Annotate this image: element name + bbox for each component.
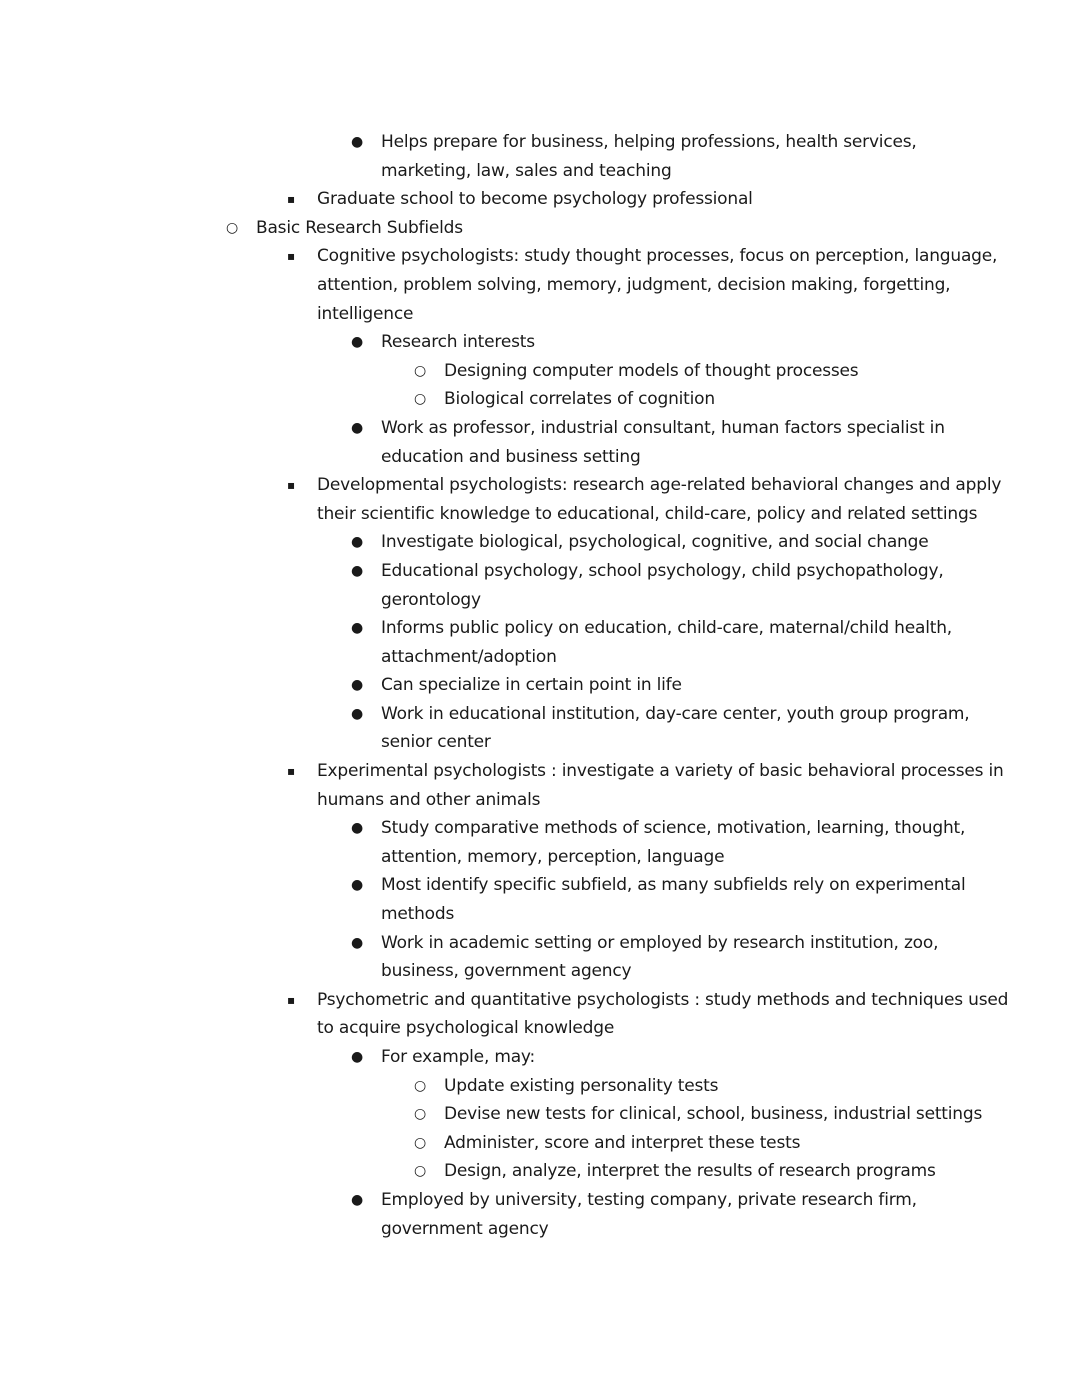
text-line: marketing, law, sales and teaching xyxy=(381,160,672,181)
text-line: Cognitive psychologists: study thought processes, focus on perception, language, xyxy=(317,246,998,267)
bullet-square-icon: ▪ xyxy=(287,992,295,1007)
list-item-text xyxy=(381,128,1080,185)
text-line: Work as professor, industrial consultant, human factors specialist in xyxy=(381,417,945,438)
text-line: Informs public policy on education, child-care, maternal/child health, xyxy=(381,618,952,639)
list-item-text xyxy=(256,214,1080,243)
list-item-text xyxy=(381,414,1080,471)
text-line: Employed by university, testing company, private research firm, xyxy=(381,1189,917,1210)
bullet-square-icon: ▪ xyxy=(287,478,295,493)
text-line: government agency xyxy=(381,1218,549,1239)
list-item-text xyxy=(381,557,1080,614)
document-list xyxy=(0,128,1080,1243)
bullet-circle-icon: ○ xyxy=(414,391,427,408)
list-item xyxy=(287,757,1080,814)
text-line: Administer, score and interpret these tests xyxy=(444,1132,801,1153)
text-line: humans and other animals xyxy=(317,789,541,810)
list-item xyxy=(351,414,1080,471)
bullet-circle-icon: ○ xyxy=(414,1077,427,1094)
list-item xyxy=(414,1157,1080,1186)
list-item xyxy=(414,1072,1080,1101)
bullet-disc-icon: ● xyxy=(351,419,364,436)
text-line: intelligence xyxy=(317,303,414,324)
text-line: to acquire psychological knowledge xyxy=(317,1018,615,1039)
list-item-text xyxy=(444,1072,1080,1101)
text-line: Developmental psychologists: research age-related behavioral changes and apply xyxy=(317,475,1002,496)
list-item-text xyxy=(381,1186,1080,1243)
list-item-text xyxy=(317,757,1080,814)
text-line: methods xyxy=(381,904,455,925)
text-line: Work in educational institution, day-care center, youth group program, xyxy=(381,703,970,724)
list-item xyxy=(351,671,1080,700)
list-item-text xyxy=(444,1129,1080,1158)
list-item xyxy=(287,471,1080,528)
bullet-disc-icon: ● xyxy=(351,705,364,722)
text-line: Research interests xyxy=(381,332,535,353)
bullet-disc-icon: ● xyxy=(351,877,364,894)
text-line: Can specialize in certain point in life xyxy=(381,675,682,696)
list-item-text xyxy=(444,1100,1080,1129)
list-item xyxy=(414,1129,1080,1158)
text-line: attention, problem solving, memory, judgment, decision making, forgetting, xyxy=(317,274,951,295)
text-line: senior center xyxy=(381,732,491,753)
list-item-text xyxy=(381,929,1080,986)
list-item-text xyxy=(381,328,1080,357)
text-line: gerontology xyxy=(381,589,481,610)
list-item xyxy=(351,700,1080,757)
bullet-circle-icon: ○ xyxy=(226,219,239,236)
bullet-square-icon: ▪ xyxy=(287,764,295,779)
bullet-disc-icon: ● xyxy=(351,534,364,551)
list-item xyxy=(351,557,1080,614)
text-line: Basic Research Subfields xyxy=(256,217,463,238)
text-line: Educational psychology, school psychology, child psychopathology, xyxy=(381,560,944,581)
bullet-square-icon: ▪ xyxy=(287,249,295,264)
list-item-text xyxy=(444,1157,1080,1186)
bullet-circle-icon: ○ xyxy=(414,1134,427,1151)
text-line: Helps prepare for business, helping professions, health services, xyxy=(381,132,917,152)
list-item xyxy=(351,929,1080,986)
text-line: Psychometric and quantitative psychologists : study methods and techniques used xyxy=(317,989,1009,1010)
list-item xyxy=(351,814,1080,871)
list-item-text xyxy=(381,700,1080,757)
text-line: Investigate biological, psychological, cognitive, and social change xyxy=(381,532,929,553)
bullet-disc-icon: ● xyxy=(351,677,364,694)
list-item-text xyxy=(381,1043,1080,1072)
bullet-disc-icon: ● xyxy=(351,562,364,579)
list-item xyxy=(287,242,1080,328)
text-line: Update existing personality tests xyxy=(444,1075,719,1096)
list-item-text xyxy=(444,357,1080,386)
bullet-disc-icon: ● xyxy=(351,1191,364,1208)
list-item-text xyxy=(317,185,1080,214)
list-item-text xyxy=(317,242,1080,328)
list-item-text xyxy=(381,528,1080,557)
text-line: For example, may: xyxy=(381,1047,536,1067)
text-line: Experimental psychologists : investigate a variety of basic behavioral processes in xyxy=(317,761,1004,782)
list-item-text xyxy=(317,471,1080,528)
list-item xyxy=(226,214,1080,243)
bullet-circle-icon: ○ xyxy=(414,362,427,379)
bullet-disc-icon: ● xyxy=(351,134,364,150)
text-line: Work in academic setting or employed by research institution, zoo, xyxy=(381,932,939,953)
bullet-square-icon: ▪ xyxy=(287,192,295,207)
text-line: attachment/adoption xyxy=(381,646,557,667)
bullet-disc-icon: ● xyxy=(351,334,364,351)
list-item-text xyxy=(381,614,1080,671)
list-item xyxy=(351,1043,1080,1072)
text-line: attention, memory, perception, language xyxy=(381,846,725,867)
text-line: their scientific knowledge to educational, child-care, policy and related settings xyxy=(317,503,978,524)
list-item-text xyxy=(381,814,1080,871)
bullet-circle-icon: ○ xyxy=(414,1106,427,1123)
list-item-text xyxy=(444,385,1080,414)
text-line: Study comparative methods of science, motivation, learning, thought, xyxy=(381,818,966,839)
bullet-disc-icon: ● xyxy=(351,620,364,637)
list-item xyxy=(351,528,1080,557)
list-item xyxy=(351,1186,1080,1243)
text-line: Designing computer models of thought processes xyxy=(444,360,859,381)
text-line: Biological correlates of cognition xyxy=(444,389,715,410)
list-item xyxy=(287,986,1080,1043)
list-item xyxy=(414,357,1080,386)
list-item xyxy=(287,185,1080,214)
list-item-text xyxy=(381,671,1080,700)
list-item xyxy=(351,614,1080,671)
text-line: Devise new tests for clinical, school, business, industrial settings xyxy=(444,1104,983,1125)
bullet-disc-icon: ● xyxy=(351,1049,364,1065)
text-line: Graduate school to become psychology professional xyxy=(317,189,753,210)
list-item xyxy=(414,1100,1080,1129)
list-item xyxy=(414,385,1080,414)
text-line: Most identify specific subfield, as many subfields rely on experimental xyxy=(381,875,966,896)
list-item xyxy=(351,328,1080,357)
list-item xyxy=(351,871,1080,928)
list-item-text xyxy=(317,986,1080,1043)
text-line: business, government agency xyxy=(381,961,632,982)
text-line: education and business setting xyxy=(381,446,641,467)
list-item-text xyxy=(381,871,1080,928)
text-line: Design, analyze, interpret the results of research programs xyxy=(444,1161,936,1182)
bullet-disc-icon: ● xyxy=(351,820,364,837)
list-item xyxy=(351,128,1080,185)
bullet-disc-icon: ● xyxy=(351,934,364,951)
bullet-circle-icon: ○ xyxy=(414,1163,427,1180)
